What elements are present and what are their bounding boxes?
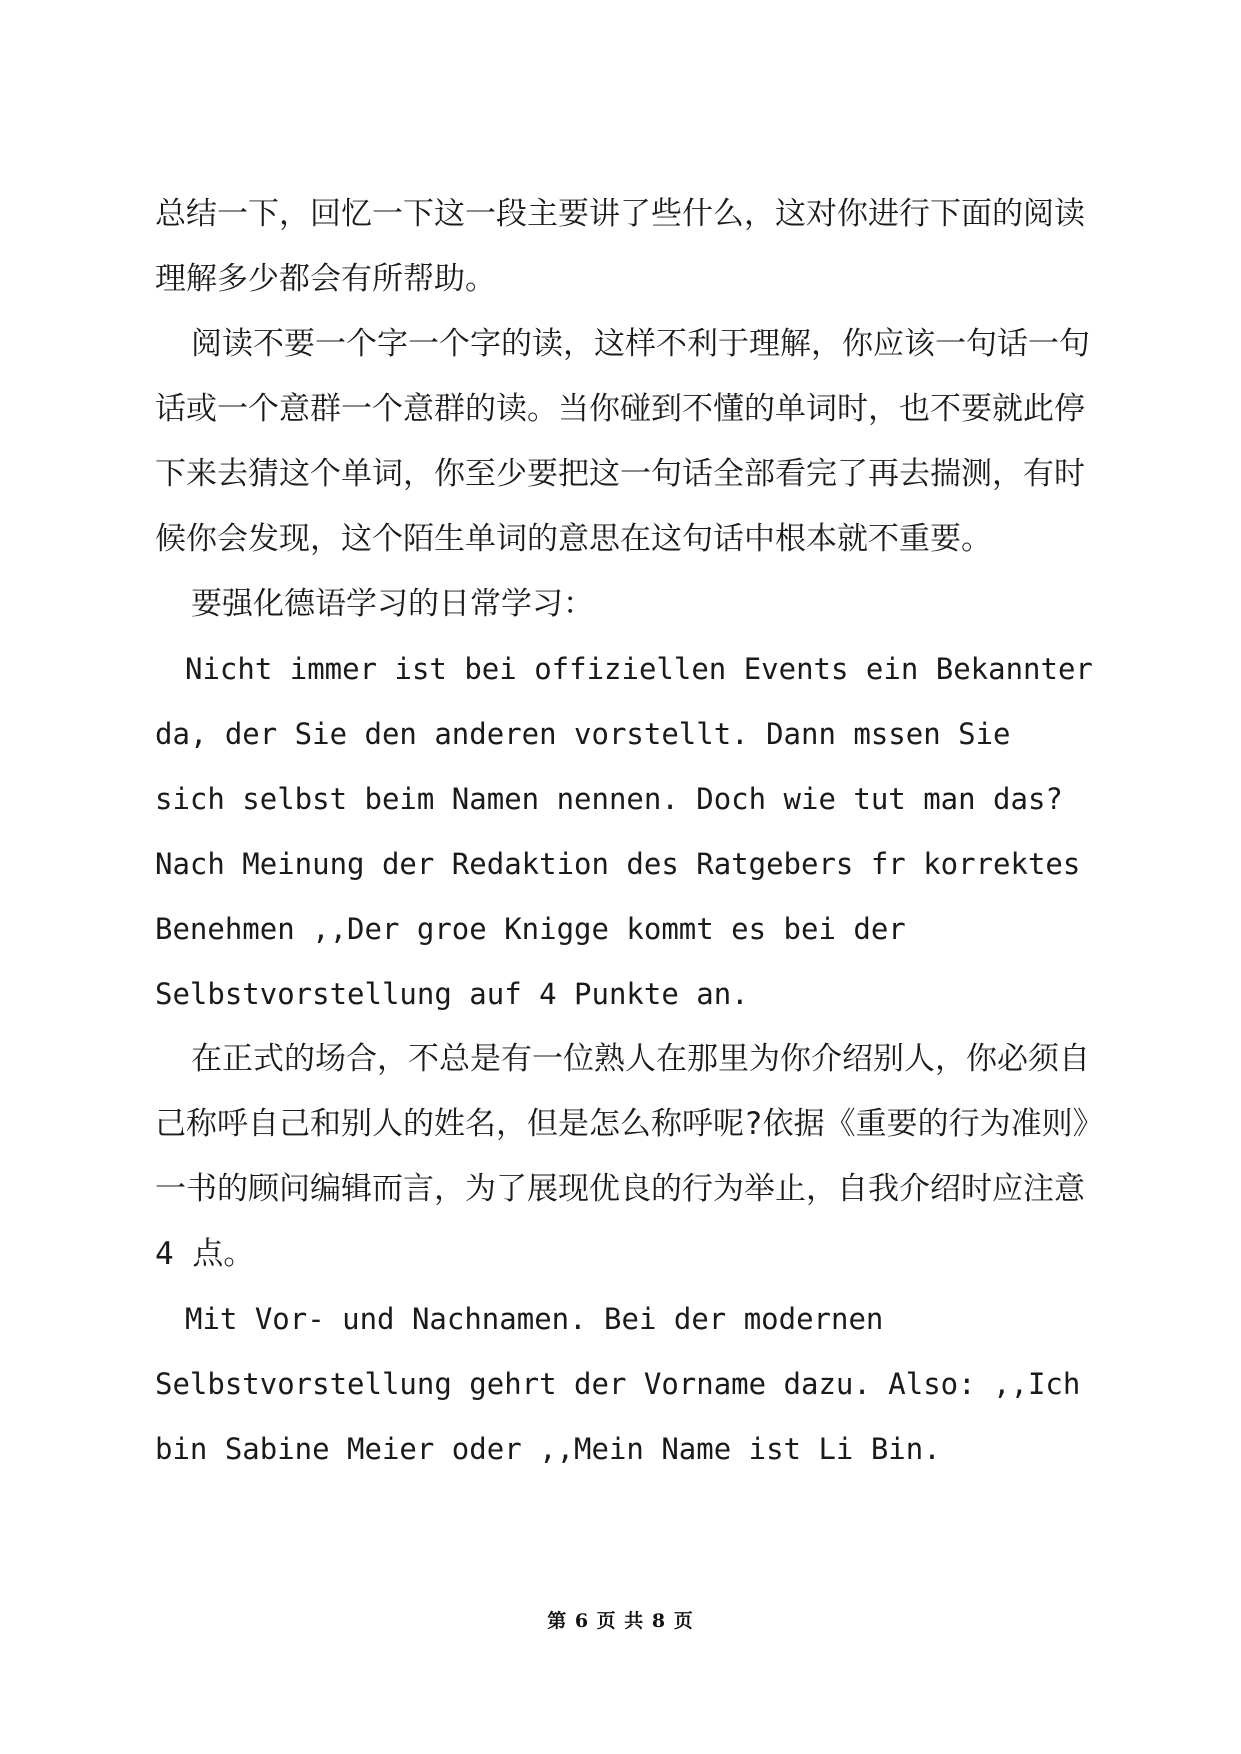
- paragraph-summary: 总结一下，回忆一下这一段主要讲了些什么，这对你进行下面的阅读理解多少都会有所帮助。: [155, 196, 1085, 297]
- document-body: [155, 182, 1095, 1482]
- paragraph-german-intro: Nicht immer ist bei offiziellen Events ein Bekannter da, der Sie den anderen vorstellt. Dann mssen Sie sich selbst beim Namen nennen. Doch wie tut man das? Nach Meinung der Redaktion des Ratgebers fr korrektes Benehmen ,,Der groe Knigge kommt es bei der Selbstvorstellung auf 4 Punkte an.: [155, 652, 1093, 1011]
- paragraph-reading-advice: 阅读不要一个字一个字的读，这样不利于理解，你应该一句话一句话或一个意群一个意群的读。当你碰到不懂的单词时，也不要就此停下来去猜这个单词，你至少要把这一句话全部看完了再去揣测，有时候你会发现，这个陌生单词的意思在这句话中根本就不重要。: [155, 326, 1090, 557]
- paragraph-chinese-translation: 在正式的场合，不总是有一位熟人在那里为你介绍别人，你必须自己称呼自己和别人的姓名，但是怎么称呼呢?依据《重要的行为准则》一书的顾问编辑而言，为了展现优良的行为举止，自我介绍时应注意 4 点。: [155, 1041, 1090, 1272]
- paragraph-german-names: Mit Vor- und Nachnamen. Bei der modernen Selbstvorstellung gehrt der Vorname dazu. Also: ,,Ich bin Sabine Meier oder ,,Mein Name ist Li Bin.: [155, 1302, 1081, 1466]
- paragraph-daily-study-heading: 要强化德语学习的日常学习：: [191, 586, 594, 622]
- page-number-footer: 第 6 页 共 8 页: [547, 1610, 694, 1632]
